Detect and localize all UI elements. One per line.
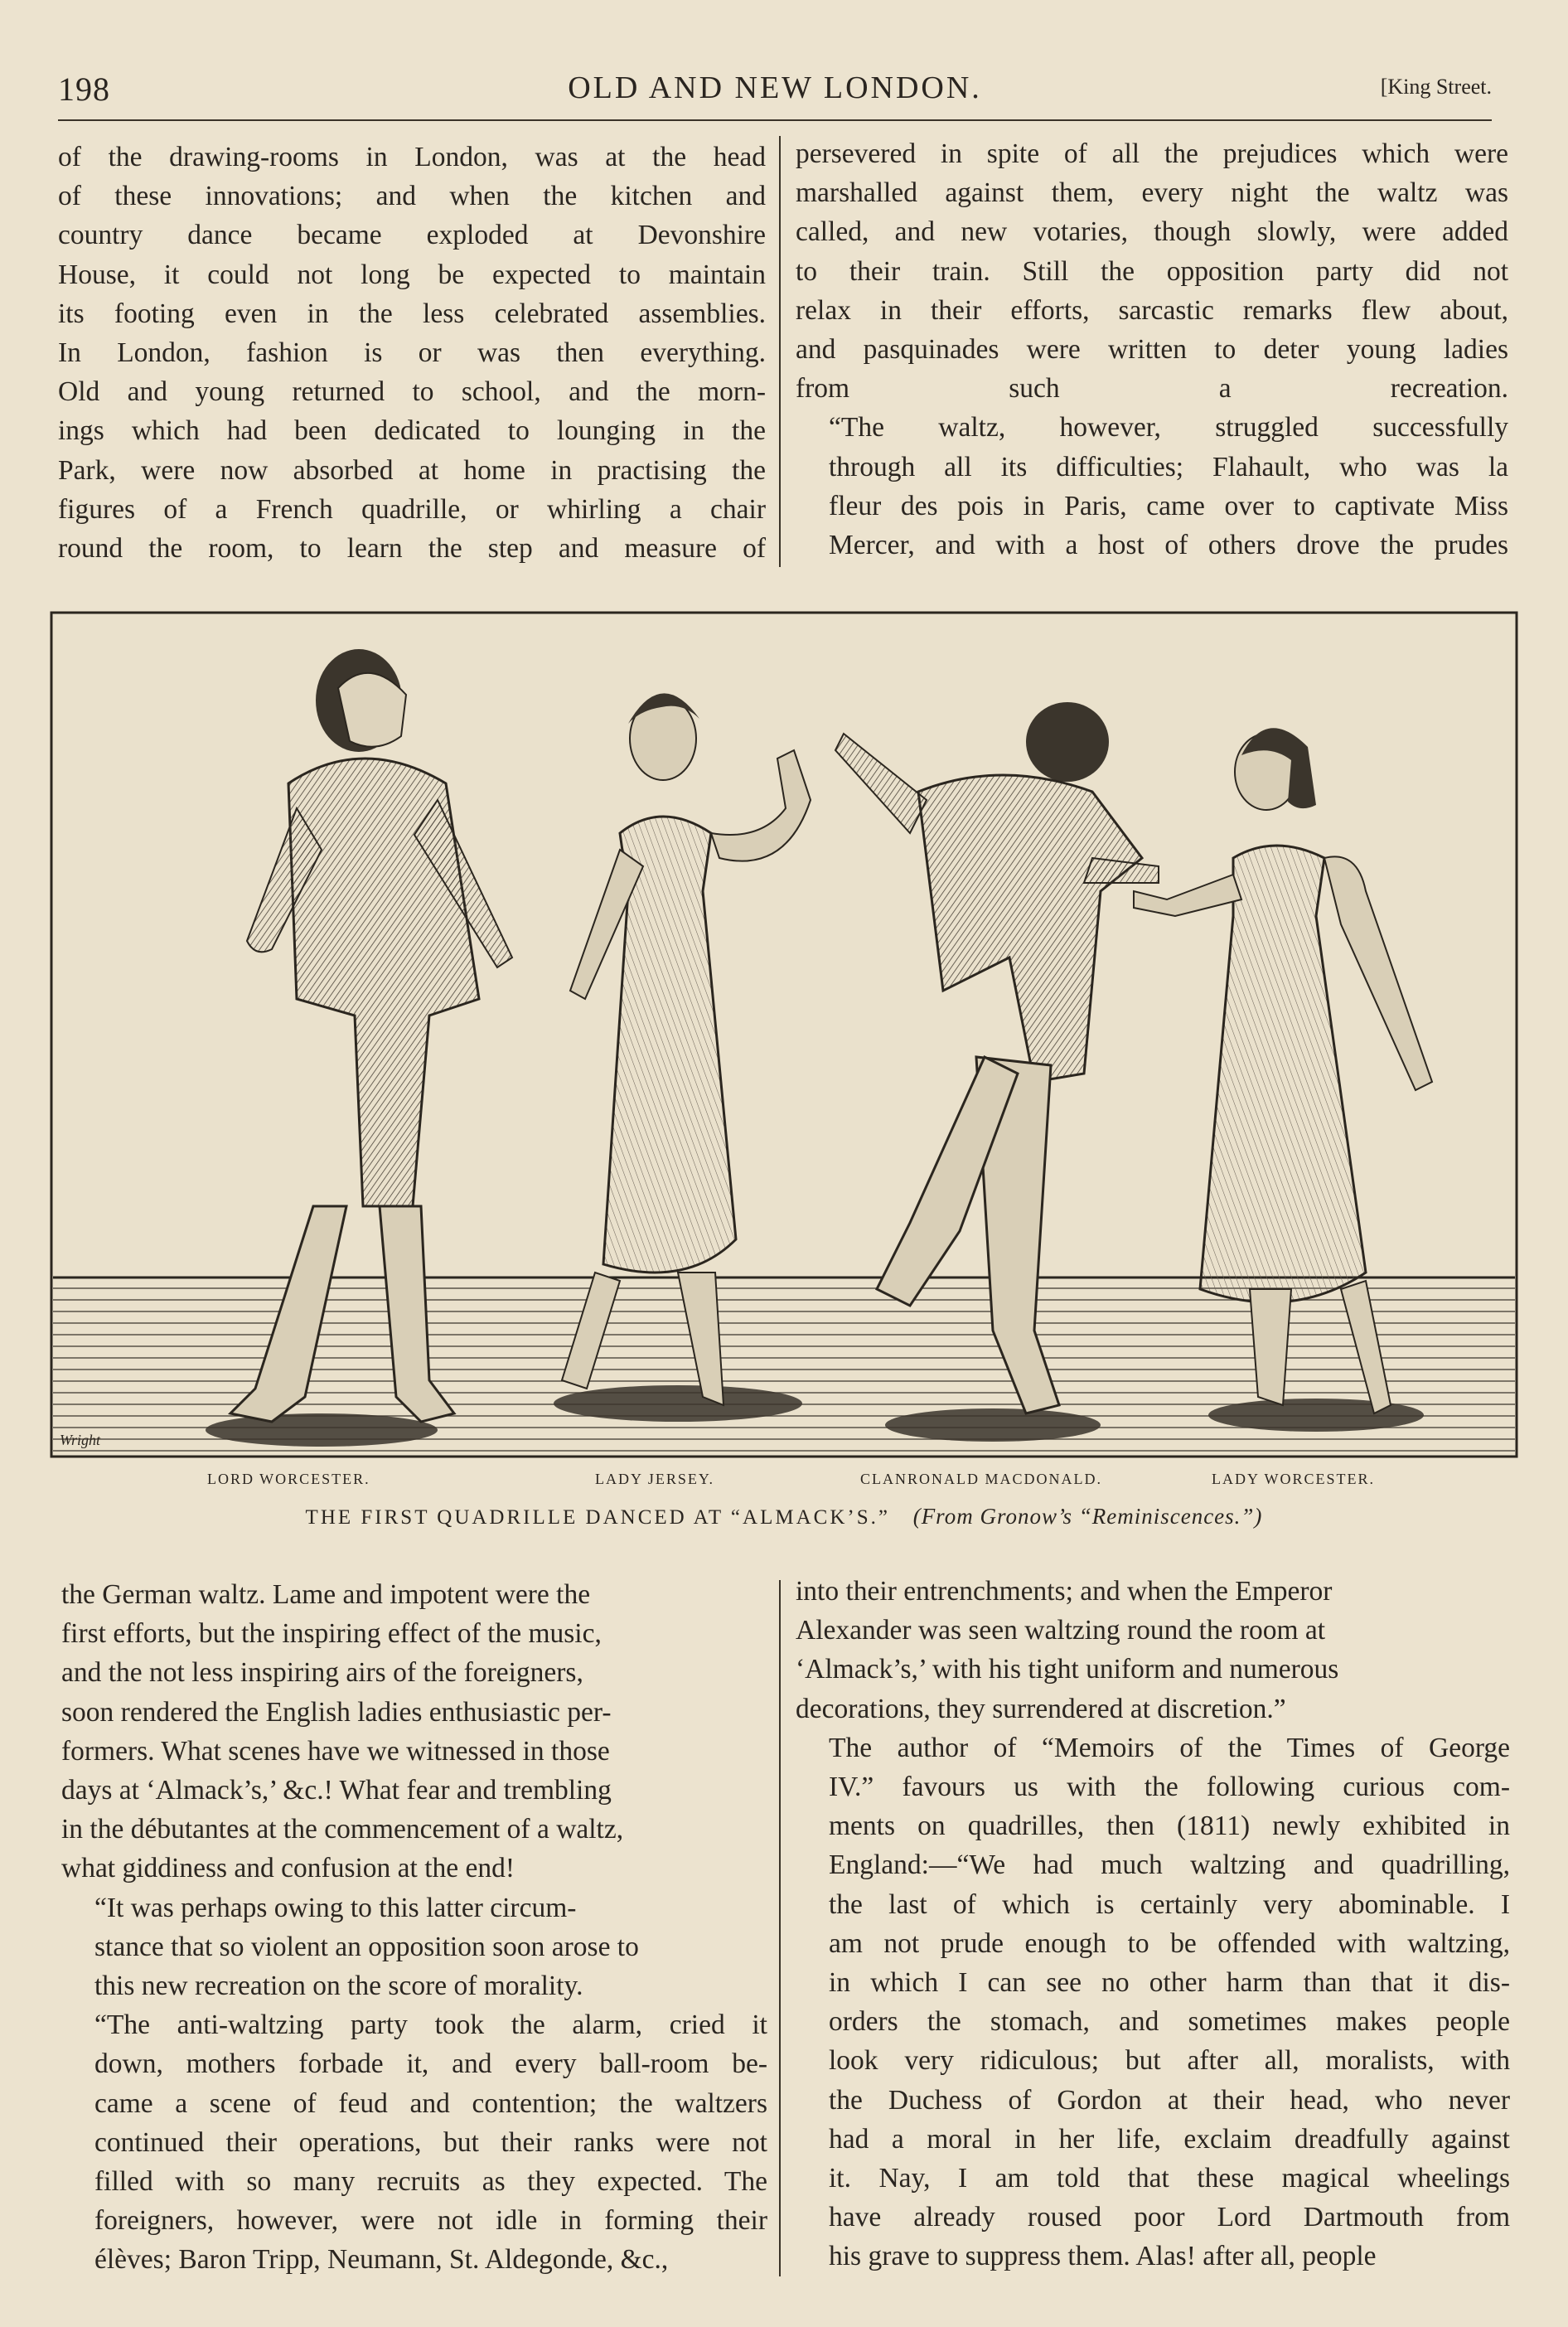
text-line: “The anti-waltzing party took the alarm, cried it <box>94 2009 767 2041</box>
text-line: am not prude enough to be offended with waltzing, <box>829 1927 1510 1959</box>
text-line: days at ‘Almack’s,’ &c.! What fear and trembling <box>61 1775 612 1806</box>
bottom-left-column <box>61 1575 767 2280</box>
bottom-right-column <box>796 1572 1510 2276</box>
text-line: country dance became exploded at Devonshire <box>58 220 766 251</box>
text-line: IV.” favours us with the following curious com- <box>829 1772 1510 1803</box>
text-line: in the débutantes at the commencement of a waltz, <box>61 1814 624 1845</box>
text-line: The author of “Memoirs of the Times of George <box>829 1732 1510 1763</box>
text-line: orders the stomach, and sometimes makes people <box>829 2006 1510 2038</box>
text-line: House, it could not long be expected to maintain <box>58 259 766 290</box>
text-line: in which I can see no other harm than that it dis- <box>829 1967 1510 1999</box>
text-line: Old and young returned to school, and the morn- <box>58 376 766 408</box>
text-line: “It was perhaps owing to this latter circum- <box>94 1892 577 1923</box>
text-line: figures of a French quadrille, or whirling a chair <box>58 493 766 525</box>
text-line: persevered in spite of all the prejudices which were <box>796 138 1508 169</box>
text-line: round the room, to learn the step and measure of <box>58 533 766 565</box>
top-right-column <box>796 134 1508 565</box>
text-line: through all its difficulties; Flahault, who was la <box>829 451 1508 482</box>
text-line: and pasquinades were written to deter young ladies <box>796 334 1508 366</box>
paragraph <box>796 408 1508 565</box>
text-line: its footing even in the less celebrated assemblies. <box>58 298 766 329</box>
paragraph <box>796 1572 1510 1728</box>
paragraph <box>61 2005 767 2279</box>
text-line: fleur des pois in Paris, came over to captivate Miss <box>829 490 1508 521</box>
text-line: marshalled against them, every night the waltz was <box>796 177 1508 209</box>
text-line: the last of which is certainly very abominable. I <box>829 1888 1510 1920</box>
text-line: what giddiness and confusion at the end! <box>61 1853 515 1884</box>
text-line: of these innovations; and when the kitchen and <box>58 181 766 212</box>
text-line: Alexander was seen waltzing round the room at <box>796 1615 1326 1646</box>
running-header <box>58 66 1492 116</box>
text-line: ‘Almack’s,’ with his tight uniform and numerous <box>796 1654 1339 1685</box>
text-line: continued their operations, but their ranks were not <box>94 2126 767 2158</box>
text-line: filled with so many recruits as they expected. The <box>94 2166 767 2198</box>
text-line: foreigners, however, were not idle in forming their <box>94 2205 767 2237</box>
text-line: look very ridiculous; but after all, moralists, with <box>829 2045 1510 2077</box>
text-line: came a scene of feud and contention; the waltzers <box>94 2087 767 2119</box>
figure-caption <box>0 1504 1568 1530</box>
text-line: élèves; Baron Tripp, Neumann, St. Aldegonde, &c., <box>94 2244 669 2276</box>
column-divider <box>779 136 781 567</box>
caption-title: THE FIRST QUADRILLE DANCED AT “ALMACK’S.” <box>305 1506 890 1529</box>
engraving-illustration <box>48 609 1520 1481</box>
text-line: called, and new votaries, though slowly, were added <box>796 216 1508 248</box>
text-line: the Duchess of Gordon at their head, who never <box>829 2084 1510 2116</box>
text-line: ings which had been dedicated to lounging in the <box>58 415 766 447</box>
text-line: have already roused poor Lord Dartmouth from <box>829 2202 1510 2233</box>
paragraph <box>796 1728 1510 2276</box>
caption-source: (From Gronow’s “Reminiscences.”) <box>912 1504 1263 1529</box>
text-line: stance that so violent an opposition soon arose to <box>94 1931 639 1962</box>
text-line: Mercer, and with a host of others drove the prudes <box>829 530 1508 561</box>
paragraph <box>61 1575 767 1888</box>
page-number: 198 <box>58 70 110 108</box>
text-line: Park, were now absorbed at home in practising the <box>58 454 766 486</box>
text-line: relax in their efforts, sarcastic remarks flew about, <box>796 294 1508 326</box>
section-tag: [King Street. <box>1380 75 1492 99</box>
caption-name-lord-worcester: LORD WORCESTER. <box>207 1471 370 1487</box>
text-line: decorations, they surrendered at discretion.” <box>796 1693 1286 1724</box>
text-line: his grave to suppress them. Alas! after all, people <box>829 2241 1377 2272</box>
text-line: first efforts, but the inspiring effect of the music, <box>61 1618 602 1650</box>
text-line: ments on quadrilles, then (1811) newly exhibited in <box>829 1811 1510 1842</box>
text-line: the German waltz. Lame and impotent were the <box>61 1579 591 1610</box>
caption-name-lady-jersey: LADY JERSEY. <box>595 1471 715 1487</box>
caption-name-clanronald-macdonald: CLANRONALD MACDONALD. <box>860 1471 1102 1487</box>
header-rule <box>58 119 1492 121</box>
column-divider <box>779 1580 781 2276</box>
top-left-column <box>58 138 766 568</box>
caption-name-lady-worcester: LADY WORCESTER. <box>1212 1471 1376 1487</box>
text-line: England:—“We had much waltzing and quadrilling, <box>829 1849 1510 1881</box>
book-title: OLD AND NEW LONDON. <box>568 70 982 105</box>
text-line: down, mothers forbade it, and every ball-room be- <box>94 2048 767 2080</box>
text-line: this new recreation on the score of morality. <box>94 1971 583 2002</box>
text-line: of the drawing-rooms in London, was at the head <box>58 142 766 172</box>
paragraph <box>796 134 1508 408</box>
text-line: it. Nay, I am told that these magical wheelings <box>829 2163 1510 2194</box>
text-line: from such a recreation. <box>796 373 1508 405</box>
engraver-signature: Wright <box>60 1432 101 1448</box>
text-line: to their train. Still the opposition party did not <box>796 255 1508 287</box>
paragraph <box>58 138 766 568</box>
text-line: into their entrenchments; and when the Emperor <box>796 1576 1333 1607</box>
text-line: “The waltz, however, struggled successfully <box>829 412 1508 444</box>
text-line: soon rendered the English ladies enthusiastic per- <box>61 1696 612 1728</box>
text-line: In London, fashion is or was then everything. <box>58 337 766 369</box>
text-line: had a moral in her life, exclaim dreadfully against <box>829 2123 1510 2155</box>
paragraph <box>61 1888 767 2006</box>
text-line: formers. What scenes have we witnessed in those <box>61 1735 610 1767</box>
text-line: and the not less inspiring airs of the foreigners, <box>61 1657 583 1689</box>
